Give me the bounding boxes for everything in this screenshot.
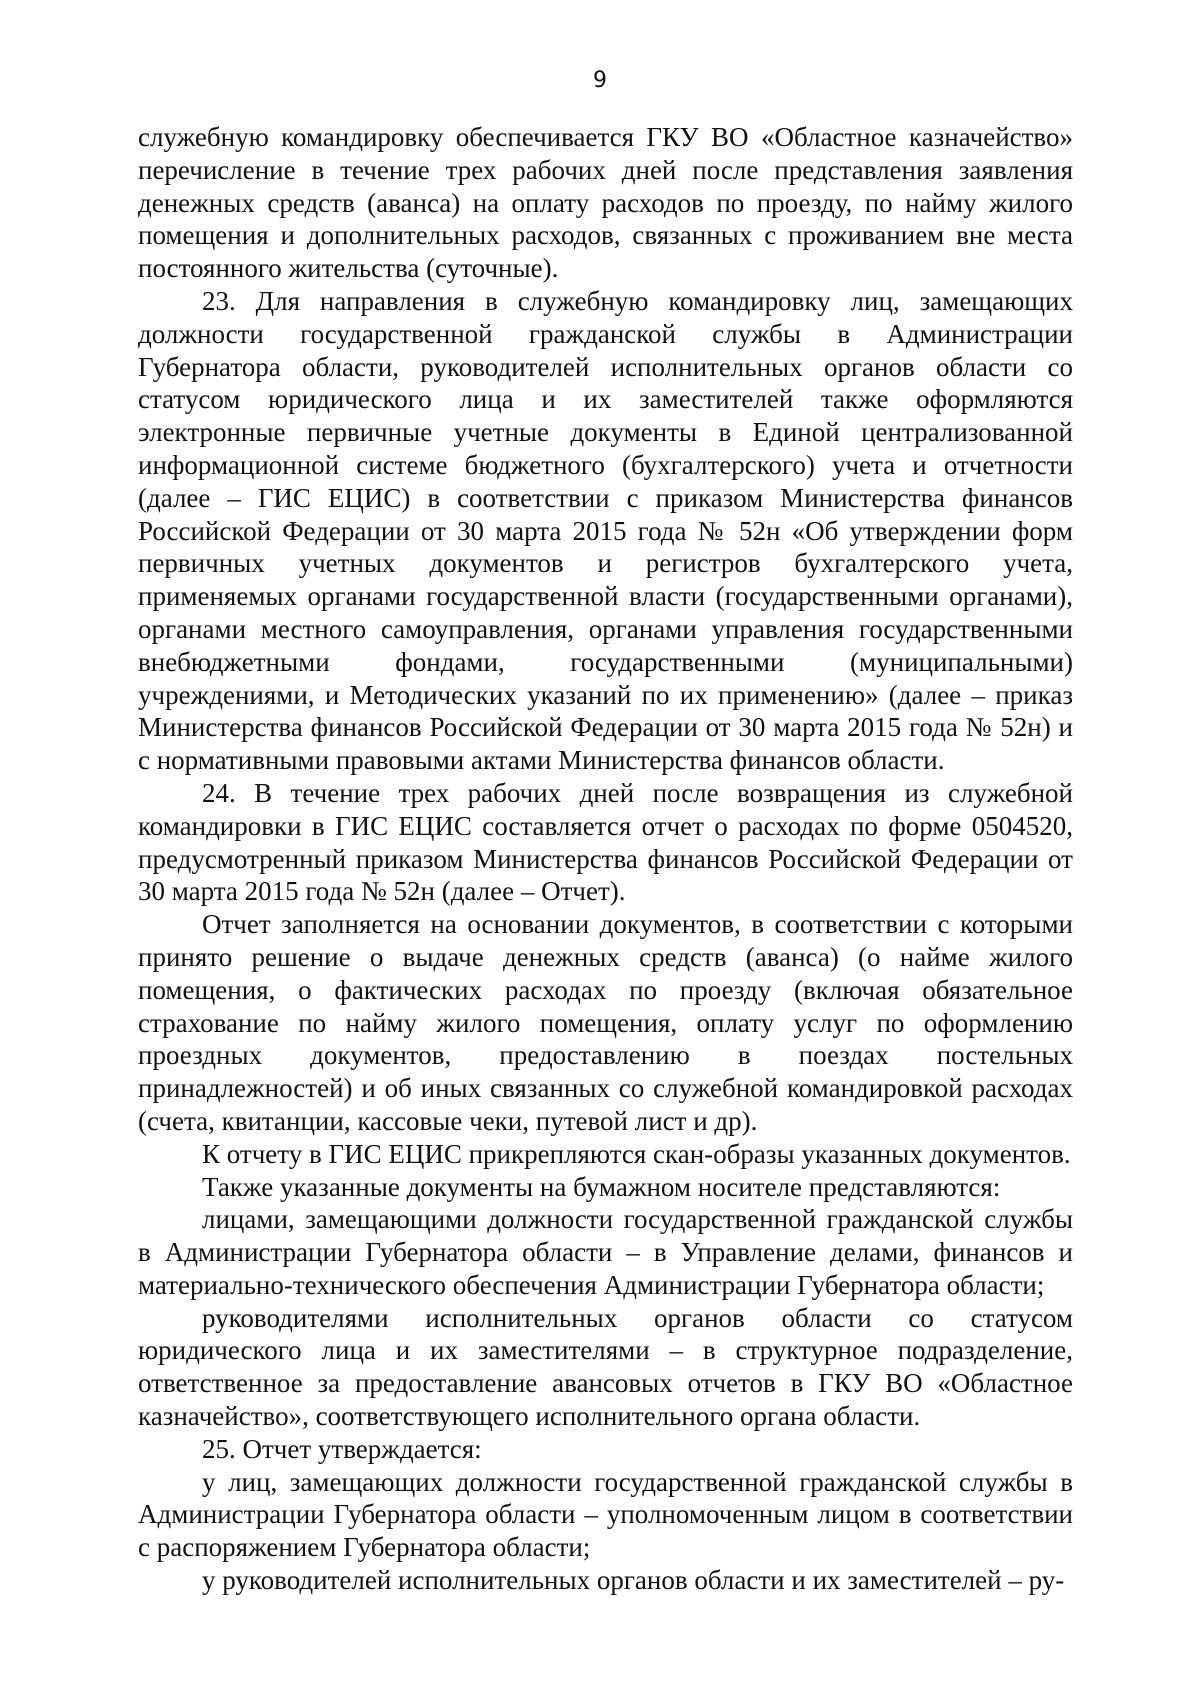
paragraph-24: 24. В течение трех рабочих дней после возвращения из служебной командировки в ГИС ЕЦИС составляется отчет о расходах по форме 0504520, предусмотренный приказом Министерства финансов Российской Федерации от 30 марта 2015 года № 52н (далее – Отчет).: [138, 777, 1073, 907]
paragraph-23: 23. Для направления в служебную командировку лиц, замещающих должности государственной гражданской службы в Администрации Губернатора области, руководителей исполнительных органов области со статусом юридического лица и их заместителей также оформляются электронные первичные учетные документы в Единой централизованной информационной системе бюджетного (бухгалтерского) учета и отчетности (далее – ГИС ЕЦИС) в соответствии с приказом Министерства финансов Российской Федерации от 30 марта 2015 года № 52н «Об утверждении форм первичных учетных документов и регистров бухгалтерского учета, применяемых органами государственной власти (государственными органами), органами местного самоуправления, органами управления государственными внебюджетными фондами, государственными (муниципальными) учреждениями, и Методических указаний по их применению» (далее – приказ Министерства финансов Российской Федерации от 30 марта 2015 года № 52н) и с нормативными правовыми актами Министерства финансов области.: [138, 285, 1073, 776]
paragraph-report-basis: Отчет заполняется на основании документов, в соответствии с которыми принято решение о выдаче денежных средств (аванса) (о найме жилого помещения, о фактических расходах по проезду (включая обязательное страхование по найму жилого помещения, оплату услуг по оформлению проездных документов, предоставлению в поездах постельных принадлежностей) и об иных связанных со служебной командировкой расходах (счета, квитанции, кассовые чеки, путевой лист и др).: [138, 909, 1073, 1136]
page-number: 9: [593, 68, 607, 93]
paragraph-approval-civil-servants: у лиц, замещающих должности государственной гражданской службы в Администрации Губернатора области – уполномоченным лицом в соответствии с распоряжением Губернатора области;: [138, 1466, 1073, 1563]
document-body: [138, 121, 1073, 1597]
paragraph-civil-servants: лицами, замещающими должности государственной гражданской службы в Администрации Губернатора области – в Управление делами, финансов и материально-технического обеспечения Администрации Губернатора области;: [138, 1204, 1073, 1300]
paragraph-continuation: служебную командировку обеспечивается ГКУ ВО «Областное казначейство» перечисление в течение трех рабочих дней после представления заявления денежных средств (аванса) на оплату расходов по проезду, по найму жилого помещения и дополнительных расходов, связанных с проживанием вне места постоянного жительства (суточные).: [138, 122, 1073, 284]
paragraph-paper-documents: Также указанные документы на бумажном носителе представляются:: [202, 1171, 1001, 1202]
paragraph-executive-heads: руководителями исполнительных органов области со статусом юридического лица и их заместителями – в структурное подразделение, ответственное за предоставление авансовых отчетов в ГКУ ВО «Областное казначейство», соответствующего исполнительного органа области.: [138, 1302, 1073, 1432]
paragraph-approval-executive-heads: у руководителей исполнительных органов области и их заместителей – ру-: [202, 1565, 1065, 1596]
paragraph-25: 25. Отчет утверждается:: [202, 1433, 482, 1464]
paragraph-scan-attachments: К отчету в ГИС ЕЦИС прикрепляются скан-образы указанных документов.: [202, 1138, 1071, 1169]
